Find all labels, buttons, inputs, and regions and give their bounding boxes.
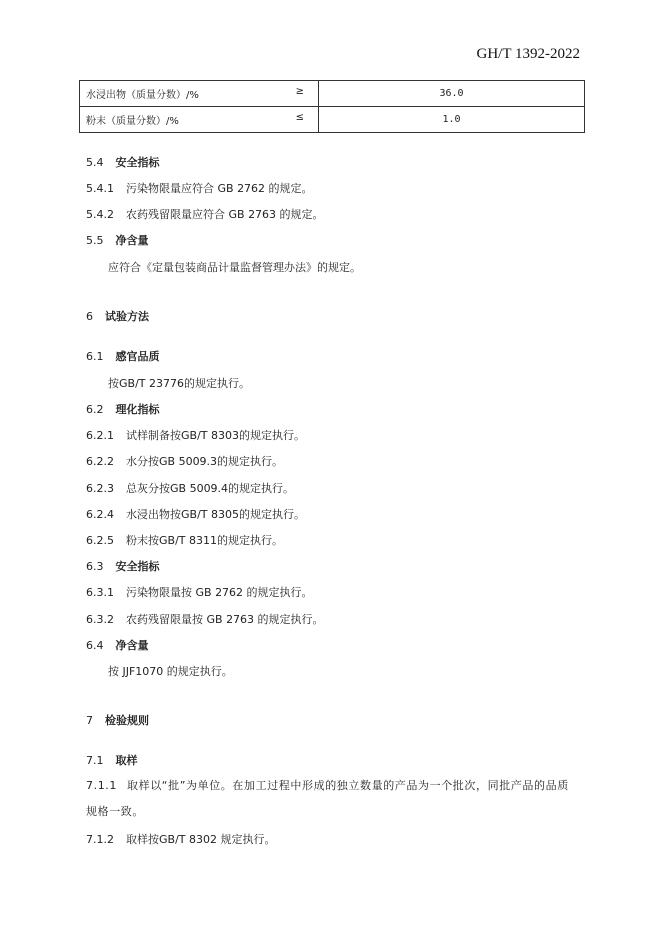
clause-6-2-3: 6.2.3 总灰分按GB 5009.4的规定执行。	[86, 482, 295, 495]
clause-7-1-1: 7.1.1 取样以“批”为单位。在加工过程中形成的独立数量的产品为一个批次，同批产品的品质规格一致。	[86, 779, 569, 818]
table-row	[80, 107, 585, 133]
clause-6-2-4: 6.2.4 水浸出物按GB/T 8305的规定执行。	[86, 508, 305, 521]
clause-5-5-body: 应符合《定量包装商品计量监督管理办法》的规定。	[108, 261, 361, 274]
section-heading-6-3: 6.3 安全指标	[86, 560, 160, 573]
row-value: 36.0	[319, 81, 585, 107]
row-symbol: ≤	[295, 112, 304, 123]
row-name: 粉末（质量分数）/%	[86, 116, 179, 127]
clause-6-3-1: 6.3.1 污染物限量按 GB 2762 的规定执行。	[86, 586, 313, 599]
spec-table	[79, 80, 585, 133]
clause-5-4-1: 5.4.1 污染物限量应符合 GB 2762 的规定。	[86, 182, 313, 195]
clause-6-2-5: 6.2.5 粉末按GB/T 8311的规定执行。	[86, 534, 283, 547]
table-cell-name	[80, 107, 319, 133]
clause-6-4-body: 按 JJF1070 的规定执行。	[108, 665, 233, 678]
clause-6-3-2: 6.3.2 农药残留限量按 GB 2763 的规定执行。	[86, 613, 324, 626]
section-heading-6-4: 6.4 净含量	[86, 639, 149, 652]
row-symbol: ≥	[295, 86, 304, 97]
row-value: 1.0	[319, 107, 585, 133]
section-heading-5-4: 5.4 安全指标	[86, 156, 160, 169]
clause-5-4-2: 5.4.2 农药残留限量应符合 GB 2763 的规定。	[86, 208, 324, 221]
row-name: 水浸出物（质量分数）/%	[86, 90, 199, 101]
clause-7-1-2: 7.1.2 取样按GB/T 8302 规定执行。	[86, 833, 276, 846]
clause-6-2-1: 6.2.1 试样制备按GB/T 8303的规定执行。	[86, 429, 305, 442]
table-cell-name	[80, 81, 319, 107]
table-row	[80, 81, 585, 107]
clause-6-2-2: 6.2.2 水分按GB 5009.3的规定执行。	[86, 455, 284, 468]
clause-6-1-body: 按GB/T 23776的规定执行。	[108, 377, 250, 390]
section-heading-6-2: 6.2 理化指标	[86, 403, 160, 416]
section-heading-5-5: 5.5 净含量	[86, 234, 149, 247]
section-heading-6: 6 试验方法	[86, 310, 149, 323]
section-heading-7-1: 7.1 取样	[86, 754, 138, 767]
section-heading-6-1: 6.1 感官品质	[86, 350, 160, 363]
section-heading-7: 7 检验规则	[86, 714, 149, 727]
document-code: GH/T 1392-2022	[476, 46, 580, 62]
